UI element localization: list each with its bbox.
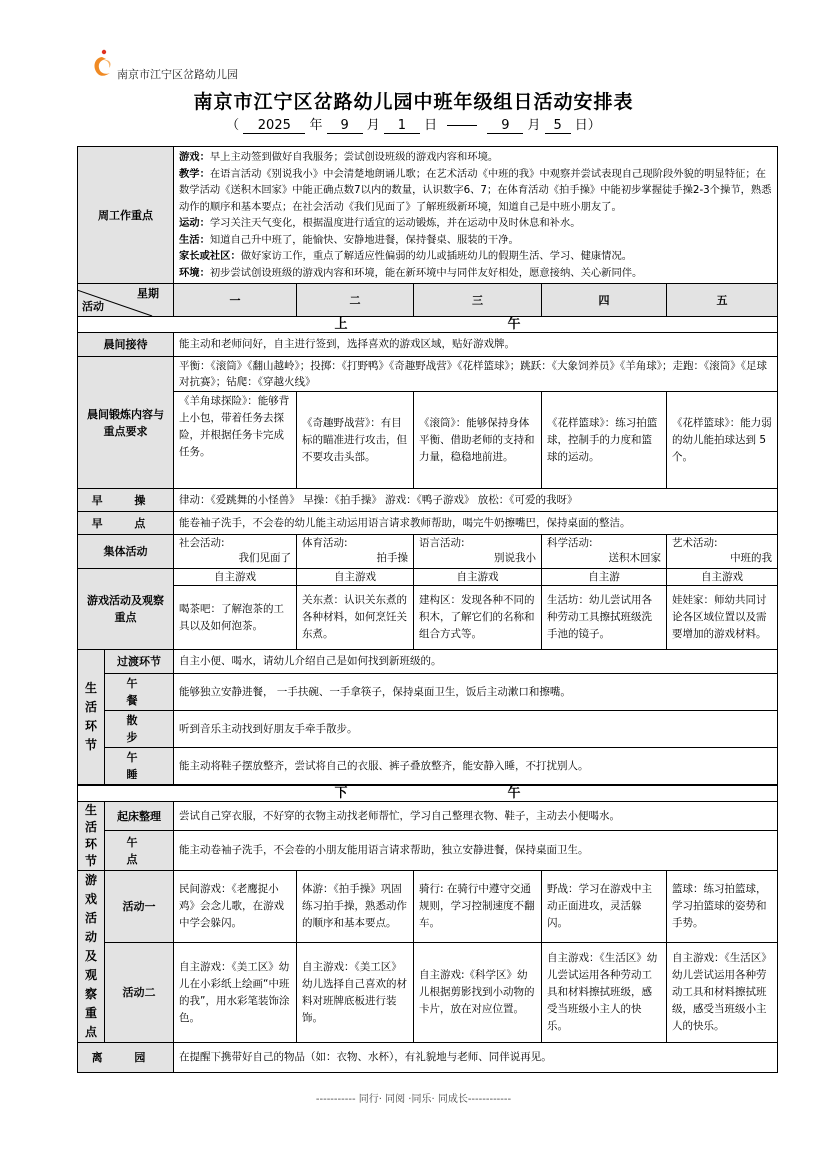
afternoon-divider-row xyxy=(78,785,778,802)
weekday-5: 五 xyxy=(667,284,778,317)
group-activity-day-4: 科学活动: 送积木回家 xyxy=(542,535,667,569)
reception-label: 晨间接待 xyxy=(78,333,174,357)
logo-text: 南京市江宁区岔路幼儿园 xyxy=(117,68,238,81)
date-range xyxy=(0,114,827,134)
exercise-days-row xyxy=(78,392,778,489)
life-label-1: 过渡环节 xyxy=(105,650,174,674)
departure-label: 离 园 xyxy=(78,1043,174,1073)
date-year: 2025 xyxy=(243,119,305,134)
focus-item: 运动：学习关注天气变化，根据温度进行适宜的运动锻炼，并在运动中及时休息和补水。 xyxy=(179,217,581,229)
snack-row xyxy=(78,512,778,535)
morning-exercise-label: 早 操 xyxy=(78,489,174,512)
activity2-day-4: 自主游戏：《生活区》幼儿尝试运用各种劳动工具和材料擦拭班级，感受当班级小主人的快乐。 xyxy=(542,943,667,1043)
date-start-day: 1 xyxy=(384,119,420,134)
focus-item: 教学：在语言活动《别说我小》中会清楚地朗诵儿歌；在艺术活动《中班的我》中观察并尝试表现自己现阶段外貌的明显特征；在数学活动《送积木回家》中能正确点数7以内的数量，认识数字6、7；在体育活动《拍手操》中能初步掌握徒手操2-3个操节，熟悉动作的顺序和基本要点；在社会活动《我们见面了》了解班级新环境，知道自己是中班小朋友了。 xyxy=(179,167,772,213)
date-open: （ xyxy=(226,118,240,133)
weekly-focus-label: 周工作重点 xyxy=(78,147,174,284)
group-activity-label: 集体活动 xyxy=(78,535,174,569)
date-month-unit: 月 xyxy=(366,118,380,133)
play-header-row xyxy=(78,569,778,586)
group-activity-row xyxy=(78,535,778,569)
play-day-2: 关东煮：认识关东煮的各种材料，如何烹饪关东煮。 xyxy=(297,586,414,650)
afternoon-label: 下 午 xyxy=(78,785,778,802)
life-row xyxy=(78,650,778,674)
corner-top-label: 星期 xyxy=(137,287,159,300)
life-label-4: 午 睡 xyxy=(105,748,174,786)
reception-text: 能主动和老师问好，自主进行签到，选择喜欢的游戏区域，贴好游戏牌。 xyxy=(174,333,778,357)
life-text-2: 能够独立安静进餐， 一手扶碗、一手拿筷子，保持桌面卫生，饭后主动漱口和擦嘴。 xyxy=(174,674,778,711)
snack-label: 早 点 xyxy=(78,512,174,535)
footer-slogan: ----------- 同行· 同阅 ·同乐· 同成长------------ xyxy=(315,1094,512,1105)
weekday-4: 四 xyxy=(542,284,667,317)
focus-item: 环境：初步尝试创设班级的游戏内容和环境，能在新环境中与同伴友好相处，愿意接纳、关心新同伴。 xyxy=(179,266,643,279)
group-activity-day-5: 艺术活动: 中班的我 xyxy=(667,535,778,569)
life-text-3: 听到音乐主动找到好朋友手牵手散步。 xyxy=(174,711,778,748)
date-year-unit: 年 xyxy=(309,118,323,133)
exercise-day-3: 《滚筒》：能够保持身体平衡、借助老师的支持和力量，稳稳地前进。 xyxy=(414,392,542,489)
date-dash xyxy=(447,125,477,126)
play-day-3: 建构区：发现各种不同的积木，了解它们的名称和组合方式等。 xyxy=(414,586,542,650)
date-end-day: 5 xyxy=(545,119,571,134)
play-header-5: 自主游戏 xyxy=(667,569,778,586)
date-day-unit: 日 xyxy=(424,118,438,133)
weekday-header-row xyxy=(78,284,778,317)
exercise-day-4: 《花样篮球》：练习拍篮球，控制手的力度和篮球的运动。 xyxy=(542,392,667,489)
life-group-label: 生 活 环 节 xyxy=(78,650,105,786)
play-header-3: 自主游戏 xyxy=(414,569,542,586)
activity1-day-5: 篮球：练习拍篮球，学习拍篮球的姿势和手势。 xyxy=(667,871,778,943)
afternoon-life-row xyxy=(78,831,778,871)
school-logo xyxy=(92,46,262,82)
morning-exercise-text: 律动：《爱跳舞的小怪兽》 早操：《拍手操》 游戏：《鸭子游戏》 放松：《可爱的我呀》 xyxy=(174,489,778,512)
life-row xyxy=(78,674,778,711)
life-text-1: 自主小便、喝水，请幼儿介绍自己是如何找到新班级的。 xyxy=(174,650,778,674)
weekly-focus-content xyxy=(174,147,778,284)
activity2-day-5: 自主游戏：《生活区》幼儿尝试运用各种劳动工具和材料擦拭班级，感受当班级小主人的快乐。 xyxy=(667,943,778,1043)
date-end-month-unit: 月 xyxy=(527,118,541,133)
weekday-1: 一 xyxy=(174,284,297,317)
play-days-row xyxy=(78,586,778,650)
weekday-3: 三 xyxy=(414,284,542,317)
focus-item: 生活：知道自己升中班了，能愉快、安静地进餐，保持餐桌、服装的干净。 xyxy=(179,233,519,246)
schedule-table xyxy=(77,146,778,1073)
exercise-summary-row xyxy=(78,357,778,392)
play-header-2: 自主游戏 xyxy=(297,569,414,586)
life-text-4: 能主动将鞋子摆放整齐，尝试将自己的衣服、裤子叠放整齐，能安静入睡，不打扰别人。 xyxy=(174,748,778,786)
play-header-4: 自主游 xyxy=(542,569,667,586)
play-day-1: 喝茶吧：了解泡茶的工具以及如何泡茶。 xyxy=(174,586,297,650)
exercise-label: 晨间锻炼内容与重点要求 xyxy=(78,357,174,489)
exercise-day-5: 《花样篮球》：能力弱的幼儿能拍球达到 5 个。 xyxy=(667,392,778,489)
weekday-2: 二 xyxy=(297,284,414,317)
afternoon-activity2-row xyxy=(78,943,778,1043)
corner-cell xyxy=(78,284,174,317)
activity1-day-4: 野战：学习在游戏中主动正面进攻，灵活躲闪。 xyxy=(542,871,667,943)
weekly-focus-row xyxy=(78,147,778,284)
date-end-month: 9 xyxy=(487,119,523,134)
corner-bottom-label: 活动 xyxy=(82,300,104,313)
exercise-day-1: 《羊角球探险》：能够背上小包，带着任务去探险，并根据任务卡完成任务。 xyxy=(174,392,297,489)
activity1-day-2: 体游：《拍手操》巩固练习拍手操，熟悉动作的顺序和基本要点。 xyxy=(297,871,414,943)
group-activity-day-2: 体育活动: 拍手操 xyxy=(297,535,414,569)
morning-exercise-row xyxy=(78,489,778,512)
play-header-1: 自主游戏 xyxy=(174,569,297,586)
morning-label: 上 午 xyxy=(78,317,778,333)
afternoon-play-group-label: 游 戏 活 动 及 观 察 重 点 xyxy=(78,871,105,1043)
logo-mark-icon xyxy=(92,48,116,78)
life-row xyxy=(78,748,778,786)
activity2-label: 活动二 xyxy=(105,943,174,1043)
date-start-month: 9 xyxy=(327,119,363,134)
activity2-day-3: 自主游戏:《科学区》幼儿根据剪影找到小动物的卡片，放在对应位置。 xyxy=(414,943,542,1043)
afternoon-life-row xyxy=(78,802,778,831)
play-day-4: 生活坊：幼儿尝试用各种劳动工具擦拭班级洗手池的镜子。 xyxy=(542,586,667,650)
play-label: 游戏活动及观察重点 xyxy=(78,569,174,650)
activity2-day-1: 自主游戏：《美工区》幼儿在小彩纸上绘画“中班的我”，用水彩笔装饰涂色。 xyxy=(174,943,297,1043)
group-activity-day-1: 社会活动: 我们见面了 xyxy=(174,535,297,569)
afternoon-activity1-row xyxy=(78,871,778,943)
play-day-5: 娃娃家：师幼共同讨论各区域位置以及需要增加的游戏材料。 xyxy=(667,586,778,650)
morning-divider-row xyxy=(78,317,778,333)
life-label-3: 散 步 xyxy=(105,711,174,748)
exercise-summary: 平衡：《滚筒》《翻山越岭》；投掷：《打野鸭》《奇趣野战营》《花样篮球》；跳跃：《大象饲养员》《羊角球》；走跑：《滚筒》《足球对抗赛》；钻爬：《穿越火线》 xyxy=(174,357,778,392)
departure-text: 在提醒下携带好自己的物品（如：衣物、水杯），有礼貌地与老师、同伴说再见。 xyxy=(174,1043,778,1073)
afternoon-life-label-1: 起床整理 xyxy=(105,802,174,831)
afternoon-life-text-2: 能主动卷袖子洗手，不会卷的小朋友能用语言请求帮助，独立安静进餐，保持桌面卫生。 xyxy=(174,831,778,871)
afternoon-life-label-2: 午 点 xyxy=(105,831,174,871)
focus-item: 游戏：早上主动签到做好自我服务；尝试创设班级的游戏内容和环境。 xyxy=(179,151,499,163)
afternoon-life-text-1: 尝试自己穿衣服，不好穿的衣物主动找老师帮忙，学习自己整理衣物、鞋子，主动去小便喝水。 xyxy=(174,802,778,831)
snack-text: 能卷袖子洗手，不会卷的幼儿能主动运用语言请求教师帮助，喝完牛奶擦嘴巴，保持桌面的整洁。 xyxy=(174,512,778,535)
afternoon-life-group-label: 生 活 环 节 xyxy=(78,802,105,871)
life-label-2: 午 餐 xyxy=(105,674,174,711)
page-title: 南京市江宁区岔路幼儿园中班年级组日活动安排表 xyxy=(193,91,634,113)
life-row xyxy=(78,711,778,748)
activity1-day-1: 民间游戏：《老鹰捉小鸡》会念儿歌，在游戏中学会躲闪。 xyxy=(174,871,297,943)
activity1-label: 活动一 xyxy=(105,871,174,943)
reception-row xyxy=(78,333,778,357)
date-close: 日） xyxy=(574,118,601,133)
group-activity-day-3: 语言活动: 别说我小 xyxy=(414,535,542,569)
exercise-day-2: 《奇趣野战营》：有目标的瞄准进行攻击，但不要攻击头部。 xyxy=(297,392,414,489)
activity1-day-3: 骑行: 在骑行中遵守交通规则，学习控制速度不翻车。 xyxy=(414,871,542,943)
departure-row xyxy=(78,1043,778,1073)
focus-item: 家长或社区：做好家访工作，重点了解适应性偏弱的幼儿或插班幼儿的假期生活、学习、健康情况。 xyxy=(179,250,633,262)
activity2-day-2: 自主游戏：《美工区》幼儿选择自己喜欢的材料对班牌底板进行装饰。 xyxy=(297,943,414,1043)
